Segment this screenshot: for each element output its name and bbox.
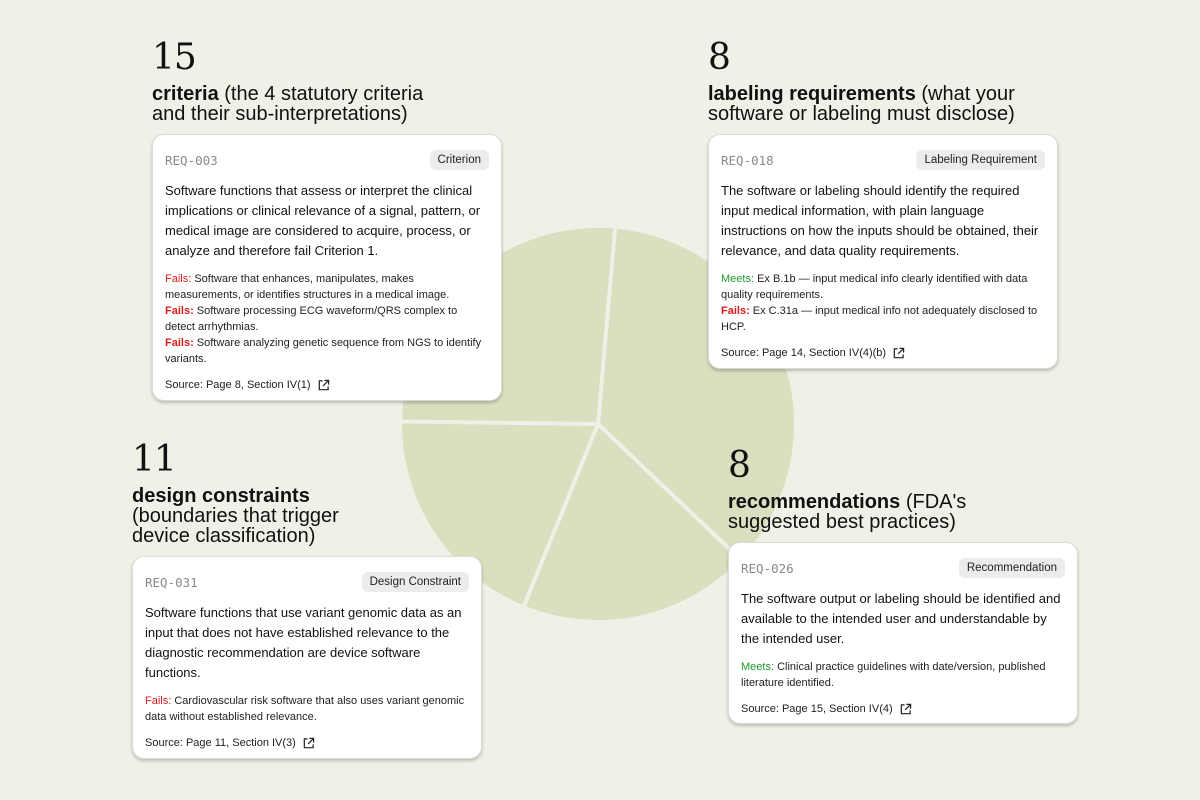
source-text: Source: Page 14, Section IV(4)(b) <box>721 347 887 359</box>
evidence-text: Ex B.1b — input medical info clearly identified with data quality requirements. <box>721 273 1028 301</box>
evidence-item <box>721 303 1045 335</box>
evidence-text: Software analyzing genetic sequence from NGS to identify variants. <box>165 337 482 365</box>
design-group <box>132 439 339 547</box>
recommendations-subtitle-b: suggested best practices) <box>728 511 956 533</box>
design-subtitle-b: device classification) <box>132 525 316 547</box>
source-link[interactable] <box>145 735 469 751</box>
requirement-id: REQ-026 <box>741 560 794 576</box>
meets-tag: Meets: <box>741 661 775 673</box>
recommendations-title: recommendations <box>728 491 901 513</box>
recommendations-heading <box>728 492 966 532</box>
fails-tag: Fails: <box>165 337 194 349</box>
requirement-id: REQ-018 <box>721 152 774 168</box>
source-link[interactable] <box>741 701 1065 717</box>
evidence-list <box>741 659 1065 691</box>
evidence-list <box>145 693 469 725</box>
design-card[interactable] <box>132 556 482 759</box>
category-badge: Design Constraint <box>362 572 469 592</box>
labeling-title: labeling requirements <box>708 83 916 105</box>
criteria-card[interactable] <box>152 134 502 401</box>
evidence-text: Software processing ECG waveform/QRS complex to detect arrhythmias. <box>165 305 458 333</box>
category-badge: Recommendation <box>959 558 1065 578</box>
source-link[interactable] <box>165 377 489 393</box>
category-badge: Labeling Requirement <box>916 150 1045 170</box>
criteria-group <box>152 37 424 125</box>
evidence-item <box>145 693 469 725</box>
labeling-subtitle-b: software or labeling must disclose) <box>708 103 1015 125</box>
requirement-description: Software functions that use variant genomic data as an input that does not have established relevance to the diagnostic recommendation are device software functions. <box>145 605 462 680</box>
external-link-icon[interactable] <box>892 347 905 360</box>
evidence-list <box>165 271 489 367</box>
labeling-card[interactable] <box>708 134 1058 369</box>
design-count: 11 <box>132 439 176 480</box>
evidence-item <box>165 335 489 367</box>
meets-tag: Meets: <box>721 273 755 285</box>
evidence-list <box>721 271 1045 335</box>
category-badge: Criterion <box>430 150 489 170</box>
requirement-description: The software or labeling should identify the required input medical information, with plain language instructions on how the inputs should be obtained, their relevance, and data quality requirements. <box>721 183 1039 258</box>
source-text: Source: Page 11, Section IV(3) <box>145 737 296 749</box>
source-text: Source: Page 15, Section IV(4) <box>741 703 893 715</box>
criteria-heading <box>152 84 423 124</box>
labeling-group <box>708 37 1015 125</box>
labeling-heading <box>708 84 1015 124</box>
fails-tag: Fails: <box>165 305 194 317</box>
fails-tag: Fails: <box>145 695 172 707</box>
requirement-id: REQ-031 <box>145 574 198 590</box>
criteria-title: criteria <box>152 83 219 105</box>
recommendations-card[interactable] <box>728 542 1078 724</box>
evidence-item <box>741 659 1065 691</box>
evidence-text: Ex C.31a — input medical info not adequately disclosed to HCP. <box>721 305 1038 333</box>
external-link-icon[interactable] <box>317 379 330 392</box>
evidence-text: Clinical practice guidelines with date/version, published literature identified. <box>741 661 1046 689</box>
pie-divider <box>402 422 598 424</box>
fails-tag: Fails: <box>165 273 192 285</box>
evidence-text: Software that enhances, manipulates, makes measurements, or identifies structures in a medical image. <box>165 273 450 301</box>
design-title: design constraints <box>132 485 310 507</box>
source-link[interactable] <box>721 345 1045 361</box>
recommendations-group <box>728 445 967 533</box>
labeling-count: 8 <box>708 37 730 78</box>
requirement-description: Software functions that assess or interpret the clinical implications or clinical relevance of a signal, pattern, or medical image are considered to acquire, process, or analyze and therefore fail Criterion 1. <box>165 183 481 258</box>
evidence-text: Cardiovascular risk software that also uses variant genomic data without established relevance. <box>145 695 465 723</box>
criteria-subtitle-a: (the 4 statutory criteria <box>218 83 424 105</box>
evidence-item <box>165 303 489 335</box>
fails-tag: Fails: <box>721 305 750 317</box>
external-link-icon[interactable] <box>899 703 912 716</box>
source-text: Source: Page 8, Section IV(1) <box>165 379 311 391</box>
criteria-count: 15 <box>152 37 196 78</box>
requirement-description: The software output or labeling should be identified and available to the intended user and understandable by the intended user. <box>741 591 1061 646</box>
requirement-id: REQ-003 <box>165 152 218 168</box>
evidence-item <box>165 271 489 303</box>
criteria-subtitle-b: and their sub-interpretations) <box>152 103 408 125</box>
recommendations-count: 8 <box>728 445 750 486</box>
design-heading <box>132 486 339 546</box>
evidence-item <box>721 271 1045 303</box>
labeling-subtitle-a: (what your <box>915 83 1015 105</box>
external-link-icon[interactable] <box>302 737 315 750</box>
recommendations-subtitle-a: (FDA's <box>900 491 967 513</box>
design-subtitle-a: (boundaries that trigger <box>132 505 339 527</box>
